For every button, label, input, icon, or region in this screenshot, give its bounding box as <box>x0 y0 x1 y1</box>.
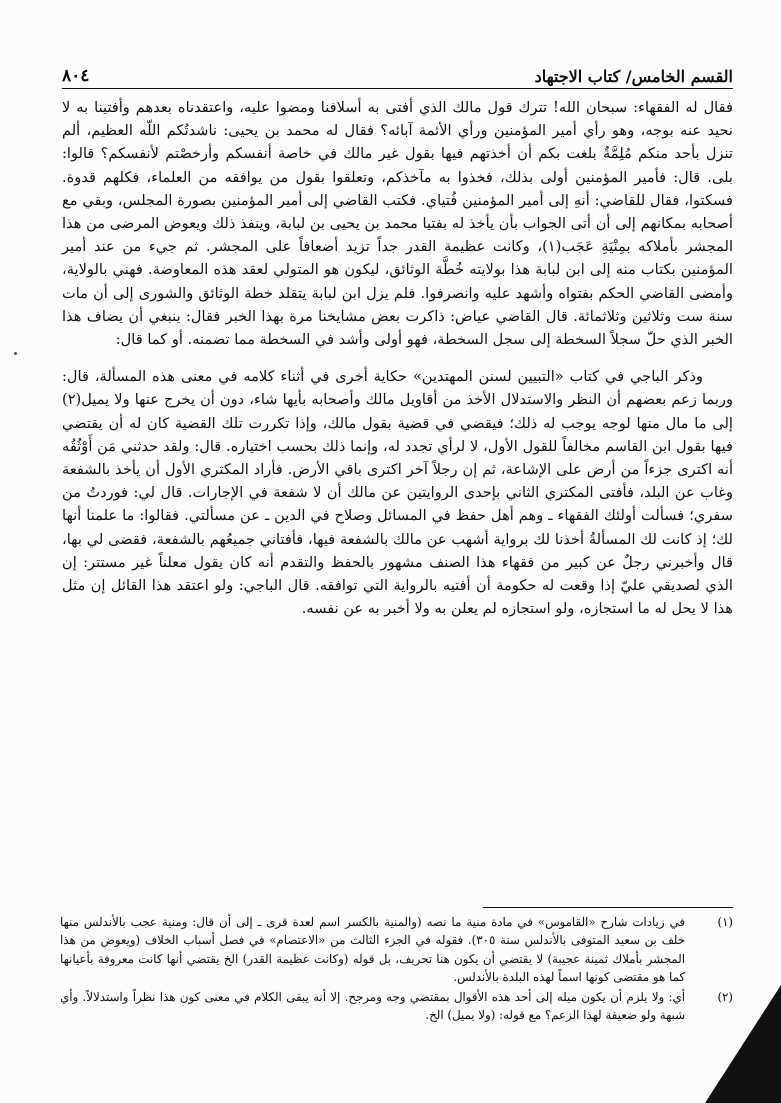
footnote-number: (٢) <box>717 989 733 1004</box>
footnote-number: (١) <box>717 915 733 929</box>
footnotes <box>60 913 733 1025</box>
main-text <box>62 96 733 620</box>
footnote-text: أي: ولا يلزم أن يكون ميله إلى أحد هذه الأقوال بمقتضي وجه ومرجح. إلا أنه يبقى الكلام في معنى كون هذا نظراً واستدلالاً. وأي شبهة ولو ضعيفة لهذا الزعم؟ مع قوله: (ولا يميل) الخ. <box>60 989 685 1023</box>
running-title: القسم الخامس/ كتاب الاجتهاد <box>534 67 733 86</box>
footnote <box>60 913 733 987</box>
footnote-rule <box>483 907 733 908</box>
header-rule <box>62 88 733 89</box>
scan-speck <box>14 352 17 355</box>
page-number: ٨٠٤ <box>62 66 90 86</box>
paragraph: وذكر الباجي في كتاب «التبيين لسنن المهتدين» حكاية أخرى في أثناء كلامه في معنى هذه المسألة، قال: وربما زعم بعضهم أن النظر والاستدلال الأخذ من أقاويل مالك وأصحابه بأيها شاء، دون أن يخرج عنها ولا يميل(٢) إلى ما مال منها لوجه يوجب له ذلك؛ فيقضي في قضية بقول مالك، وإذا تكررت تلك القضية كان له أن يقتضي فيها بقول ابن القاسم مخالفاً للقول الأول، لا لرأي تجدد له، وإنما ذلك بحسب اختياره. قال: ولقد حدثني مَن أَوْثُقُه أنه اكترى جزءاً من أرض على الإشاعة، ثم إن رجلاً آخر اكترى باقي الأرض. فأراد المكتري الأول أن يأخذ بالشفعة وغاب عن البلد، فأفتى المكتري الثاني بإحدى الروايتين عن مالك أن لا شفعة في الإجارات. قال لي: فوردتُ من سفري؛ فسألت أولئك الفقهاء ـ وهم أهل حفظ في المسائل وصلاح في الدين ـ عن مسألتي. فقالوا: ما علمنا أنها لك؛ إذ كانت لك المسألةُ أخذنا لك برواية أشهب عن مالك بالشفعة فيها، فأفتاني جميعُهم بالشفعة، فقضى لي بها، قال وأخبرني رجلٌ عن كبير من فقهاء هذا الصنف مشهور بالحفظ والتقدم أنه كان يقول معلناً غير مستتر: إن الذي لصديقي عليّ إذا وقعت له حكومة أن أفتيه بالرواية التي توافقه. قال الباجي: ولو اعتقد هذا القائل إن مثل هذا لا يحل له ما استجازه، ولو استجازه لم يعلن به ولا أخبر به عن نفسه. <box>62 368 733 618</box>
footnote-text: في زيادات شارح «القاموس» في مادة منية ما نصه (والمنية بالكسر اسم لعدة قرى ـ إلى أن قال: ومنية عجب بالأندلس منها خلف بن سعيد المتوفى بالأندلس سنة ٣٠٥). فقوله في الجزء الثالث من «الاعتصام» في فصل أسباب الخلاف (ويعوض من هذا المجشر بأملاك ثمينة عجيبة) لا يقتضي أن يكون هنا تحريف، بل قوله (وكانت عظيمة القدر) الخ يقتضي أنها كانت معروفة بأعيانها كما هو مقتضى كونها اسماً لهذه البلدة بالأندلس. <box>60 915 685 985</box>
footnote <box>60 988 733 1025</box>
paragraph: فقال له الفقهاء: سبحان الله! تترك قول مالك الذي أفتى به أسلافنا ومضوا عليه، واعتقدناه بعدهم وأفتينا به لا نحيد عنه بوجه، وهو رأي أمير المؤمنين ورأي الأئمة آبائه؟ فقال له محمد بن يحيى: ناشدتُكم اللّه العظيم، ألم تنزل بأحد منكم مُلِمَّةٌ بلغت بكم أن أخذتهم فيها بقول غير مالك في خاصة أنفسكم وأرخصْتم لأنفسكم؟ قالوا: بلى. قال: فأمير المؤمنين أولى بذلك، فخذوا به مآخذكم، وتعلقوا بقول من يوافقه من العلماء، فكلهم قدوة. فسكتوا، فقال للقاضي: أنهِ إلى أمير المؤمنين فُتياي. فكتب القاضي إلى أمير المؤمنين بصورة المجلس، وبقي مع أصحابه بمكانهم إلى أن أتى الجواب بأن يأخذ له بفتيا محمد بن يحيى بن لبابة، وينفذ ذلك ويعوض المرضى من هذا المجشر بأملاكه بمِنْيَةِ عَجَب(١)، وكانت عظيمة القدر جداً تزيد أضعافاً على المجشر. ثم جيء من عند أمير المؤمنين بكتاب منه إلى ابن لبابة هذا بولايته خُطَّة الوثائق، ليكون هو المتولي لعقد هذه المعاوضة. فهني بالولاية، وأمضى القاضي الحكم بفتواه وأشهد عليه وانصرفوا. فلم يزل ابن لبابة يتقلد خطة الوثائق والشورى إلى أن مات سنة ست وثلاثين وثلاثمائة. قال القاضي عياض: ذاكرت بعض مشايخنا مرة بهذا الخبر فقال: ينبغي أن يضاف هذا الخبر الذي حلّ سجلاً السخطة إلى سجل السخطة، فهو أولى وأشد في السخطة مما تضمنه. أو كما قال: <box>62 99 734 349</box>
page-header <box>62 60 733 86</box>
